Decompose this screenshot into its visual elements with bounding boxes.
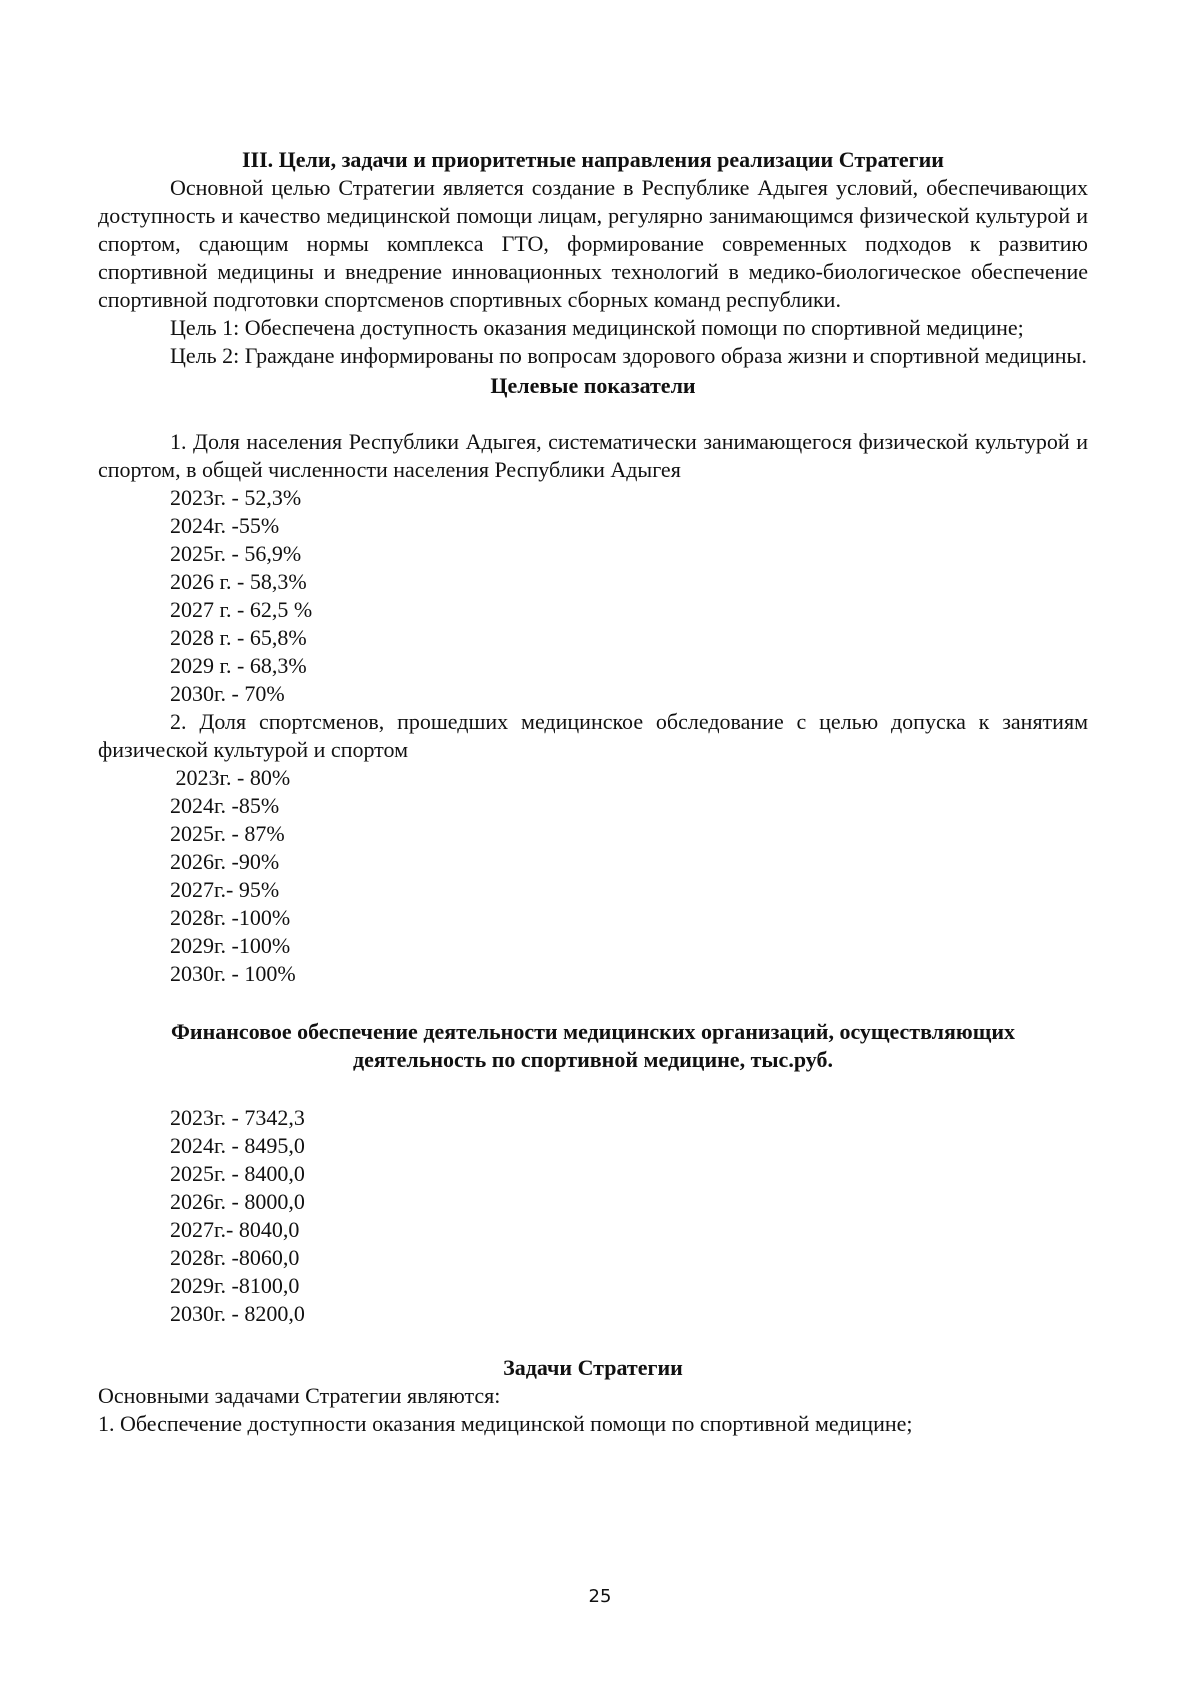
indicator-2-value: 2027г.- 95% [170, 877, 280, 902]
spacer [98, 988, 1088, 1018]
indicator-1-value: 2030г. - 70% [170, 681, 285, 706]
spacer [98, 1074, 1088, 1104]
tasks-heading: Задачи Стратегии [503, 1355, 683, 1380]
finance-value: 2024г. - 8495,0 [170, 1133, 305, 1158]
indicator-1-value: 2028 г. - 65,8% [170, 625, 307, 650]
section-title: III. Цели, задачи и приоритетные направления реализации Стратегии [241, 147, 944, 172]
indicator-1-value: 2026 г. - 58,3% [170, 569, 307, 594]
finance-value: 2030г. - 8200,0 [170, 1301, 305, 1326]
indicator-2-text: 2. Доля спортсменов, прошедших медицинское обследование с целью допуска к занятиям физической культурой и спортом [98, 709, 1088, 762]
finance-value: 2023г. - 7342,3 [170, 1105, 305, 1130]
indicator-2-value: 2028г. -100% [170, 905, 291, 930]
finance-heading-line1: Финансовое обеспечение деятельности медицинских организаций, осуществляющих [171, 1019, 1015, 1044]
finance-heading-line2: деятельность по спортивной медицине, тыс.руб. [353, 1047, 833, 1072]
indicator-2-value: 2030г. - 100% [170, 961, 296, 986]
finance-value: 2027г.- 8040,0 [170, 1217, 300, 1242]
indicator-1-value: 2029 г. - 68,3% [170, 653, 307, 678]
intro-paragraph: Основной целью Стратегии является создание в Республике Адыгея условий, обеспечивающих доступность и качество медицинской помощи лицам, регулярно занимающимся физической культурой и спортом, сдающим нормы комплекса ГТО, формирование современных подходов к развитию спортивной медицины и внедрение инновационных технологий в медико-биологическое обеспечение спортивной подготовки спортсменов спортивных сборных команд республики. [98, 175, 1088, 312]
indicator-2-value: 2029г. -100% [170, 933, 291, 958]
indicator-1-value: 2024г. -55% [170, 513, 280, 538]
goal-2: Цель 2: Граждане информированы по вопросам здорового образа жизни и спортивной медицины. [170, 343, 1087, 368]
spacer [98, 1328, 1088, 1354]
finance-value: 2029г. -8100,0 [170, 1273, 300, 1298]
tasks-intro: Основными задачами Стратегии являются: [98, 1383, 501, 1408]
goal-1: Цель 1: Обеспечена доступность оказания медицинской помощи по спортивной медицине; [170, 315, 1024, 340]
indicator-2-value: 2025г. - 87% [170, 821, 285, 846]
indicator-2-value: 2026г. -90% [170, 849, 280, 874]
targets-heading: Целевые показатели [490, 373, 696, 398]
indicator-1-value: 2025г. - 56,9% [170, 541, 302, 566]
indicator-1-text: 1. Доля населения Республики Адыгея, систематически занимающегося физической культурой и спортом, в общей численности населения Республики Адыгея [98, 429, 1088, 482]
page-content [98, 146, 1088, 1438]
page-number: 25 [588, 1586, 612, 1607]
finance-value: 2026г. - 8000,0 [170, 1189, 305, 1214]
indicator-1-value: 2023г. - 52,3% [170, 485, 302, 510]
spacer [98, 400, 1088, 428]
task-1: 1. Обеспечение доступности оказания медицинской помощи по спортивной медицине; [98, 1411, 913, 1436]
indicator-2-value: 2024г. -85% [170, 793, 280, 818]
indicator-1-value: 2027 г. - 62,5 % [170, 597, 313, 622]
finance-value: 2028г. -8060,0 [170, 1245, 300, 1270]
indicator-2-value: 2023г. - 80% [170, 765, 291, 790]
finance-value: 2025г. - 8400,0 [170, 1161, 305, 1186]
